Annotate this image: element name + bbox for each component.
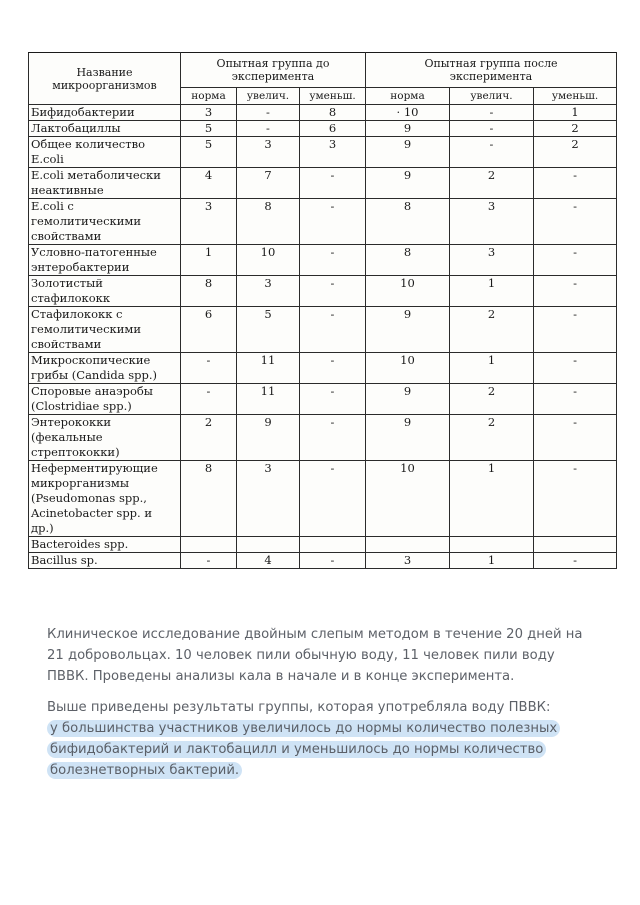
header-group-after-line-1: Опытная группа после [424,57,558,70]
microorganism-name-line: грибы (Candida spp.) [31,368,158,382]
count-cell: - [181,353,237,384]
count-cell: - [300,415,366,461]
count-cell: 2 [534,137,617,168]
count-cell: - [300,168,366,199]
microorganism-name-line: (Pseudomonas spp., [31,491,147,505]
count-cell: 3 [450,245,534,276]
microorganism-name-line: E.coli [31,152,64,166]
count-cell: · 10 [366,105,450,121]
results-summary [47,697,587,781]
count-cell: 9 [366,168,450,199]
microorganism-name-line: неактивные [31,183,104,197]
subheader-cell: увелич. [237,88,300,105]
microorganism-name-line: Золотистый [31,276,103,290]
count-cell: 2 [450,415,534,461]
count-cell: 2 [450,307,534,353]
microorganism-name-line: E.coli метаболически [31,168,161,182]
table-row [29,553,617,569]
study-description: Клиническое исследование двойным слепым методом в течение 20 дней на 21 добровольцах. 10 человек пили обычную воду, 11 человек пили воду ПВВК. Проведены анализы кала в начале и в конце эксперимента. [47,627,583,684]
subheader-cell: норма [181,88,237,105]
subheader-cell: норма [366,88,450,105]
count-cell: 3 [450,199,534,245]
microorganism-name-line: Неферментирующие [31,461,158,475]
count-cell: - [534,415,617,461]
count-cell: 2 [450,384,534,415]
header-group-after [366,53,617,88]
table-row [29,353,617,384]
header-name-line-1: Название [76,65,133,79]
microorganism-name [29,276,181,307]
microorganism-name-line: (Clostridiae spp.) [31,399,132,413]
microorganism-name-line: Условно-патогенные [31,245,157,259]
count-cell: 3 [300,137,366,168]
count-cell: 3 [366,553,450,569]
count-cell: 10 [366,276,450,307]
microorganism-name-line: Общее количество [31,137,146,151]
count-cell: 1 [534,105,617,121]
microorganism-name-line: Энтерококки [31,415,112,429]
count-cell: 8 [366,199,450,245]
count-cell: 8 [300,105,366,121]
microorganism-name-line: Bacillus sp. [31,553,98,567]
table-row [29,384,617,415]
count-cell [300,537,366,553]
count-cell [181,537,237,553]
microorganism-name [29,553,181,569]
microorganism-name [29,245,181,276]
count-cell: 2 [534,121,617,137]
count-cell: - [534,461,617,537]
count-cell: - [300,384,366,415]
count-cell: - [181,553,237,569]
count-cell: - [450,137,534,168]
microorganism-name [29,384,181,415]
count-cell: 9 [366,121,450,137]
count-cell: - [534,553,617,569]
microorganism-name [29,199,181,245]
subheader-cell: уменьш. [300,88,366,105]
count-cell: 2 [450,168,534,199]
header-group-before-line-2: эксперимента [231,70,315,83]
count-cell [366,537,450,553]
count-cell: 9 [237,415,300,461]
count-cell: 4 [181,168,237,199]
count-cell: - [300,461,366,537]
count-cell: 9 [366,384,450,415]
microorganism-name-line: свойствами [31,337,102,351]
count-cell [534,537,617,553]
table-row [29,415,617,461]
count-cell: 9 [366,137,450,168]
count-cell [450,537,534,553]
count-cell [237,537,300,553]
table-row [29,276,617,307]
count-cell: - [300,245,366,276]
table-row [29,307,617,353]
count-cell: 10 [366,461,450,537]
count-cell: - [450,105,534,121]
header-group-before [181,53,366,88]
table-row [29,461,617,537]
count-cell: - [534,245,617,276]
count-cell: 5 [181,137,237,168]
count-cell: - [300,307,366,353]
microorganisms-table [28,52,617,569]
count-cell: 5 [181,121,237,137]
subheader-cell: уменьш. [534,88,617,105]
count-cell: 1 [181,245,237,276]
highlighted-conclusion: у большинства участников увеличилось до нормы количество полезных бифидобактерий и лактобацилл и уменьшилось до нормы количество болезнетворных бактерий. [47,720,560,779]
header-name [29,53,181,105]
header-group-before-line-1: Опытная группа до [216,57,330,70]
count-cell: 1 [450,553,534,569]
table-row [29,121,617,137]
count-cell: 4 [237,553,300,569]
microorganism-name-line: Бифидобактерии [31,105,135,119]
count-cell: - [300,276,366,307]
table-row [29,137,617,168]
count-cell: 6 [300,121,366,137]
microorganism-name-line: E.coli с [31,199,74,213]
scanned-results-table [28,52,616,569]
microorganism-name-line: Лактобациллы [31,121,121,135]
table-row [29,537,617,553]
count-cell: - [534,307,617,353]
count-cell: 3 [237,461,300,537]
microorganism-name-line: микрорганизмы [31,476,130,490]
microorganism-name-line: свойствами [31,229,102,243]
count-cell: 2 [181,415,237,461]
count-cell: 11 [237,353,300,384]
table-header-row [29,53,617,88]
header-group-after-line-2: эксперимента [449,70,533,83]
count-cell: 1 [450,461,534,537]
count-cell: - [534,199,617,245]
count-cell: 10 [366,353,450,384]
microorganism-name [29,415,181,461]
count-cell: - [534,384,617,415]
count-cell: 6 [181,307,237,353]
count-cell: 3 [181,105,237,121]
microorganism-name-line: энтеробактерии [31,260,130,274]
count-cell: 8 [181,461,237,537]
microorganism-name [29,137,181,168]
count-cell: 9 [366,307,450,353]
table-row [29,168,617,199]
microorganism-name [29,168,181,199]
count-cell: 7 [237,168,300,199]
count-cell: - [534,353,617,384]
microorganism-name-line: стафилококк [31,291,111,305]
count-cell: 10 [237,245,300,276]
count-cell: 5 [237,307,300,353]
count-cell: - [450,121,534,137]
count-cell: - [300,353,366,384]
table-row [29,199,617,245]
microorganism-name-line: Bacteroides spp. [31,537,129,551]
count-cell: 8 [237,199,300,245]
microorganism-name [29,105,181,121]
count-cell: - [300,553,366,569]
description-block [47,624,587,791]
count-cell: 1 [450,276,534,307]
microorganism-name-line: гемолитическими [31,214,142,228]
results-intro: Выше приведены результаты группы, которая употребляла воду ПВВК: [47,700,551,715]
header-name-line-2: микроорганизмов [52,78,157,92]
microorganism-name [29,353,181,384]
count-cell: - [534,168,617,199]
microorganism-name [29,307,181,353]
count-cell: - [237,121,300,137]
table-row [29,245,617,276]
count-cell: 11 [237,384,300,415]
subheader-cell: увелич. [450,88,534,105]
count-cell: - [534,276,617,307]
count-cell: 9 [366,415,450,461]
microorganism-name-line: гемолитическими [31,322,142,336]
count-cell: - [181,384,237,415]
microorganism-name [29,121,181,137]
microorganism-name-line: Микроскопические [31,353,151,367]
count-cell: 8 [366,245,450,276]
count-cell: 3 [237,276,300,307]
microorganism-name-line: Стафилококк с [31,307,123,321]
count-cell: - [237,105,300,121]
microorganism-name-line: (фекальные [31,430,103,444]
microorganism-name-line: Acinetobacter spp. и др.) [31,506,153,535]
count-cell: 1 [450,353,534,384]
microorganism-name [29,537,181,553]
count-cell: 3 [237,137,300,168]
count-cell: 8 [181,276,237,307]
microorganism-name-line: Споровые анаэробы [31,384,153,398]
microorganism-name [29,461,181,537]
table-row [29,105,617,121]
microorganism-name-line: стрептококки) [31,445,120,459]
count-cell: 3 [181,199,237,245]
count-cell: - [300,199,366,245]
